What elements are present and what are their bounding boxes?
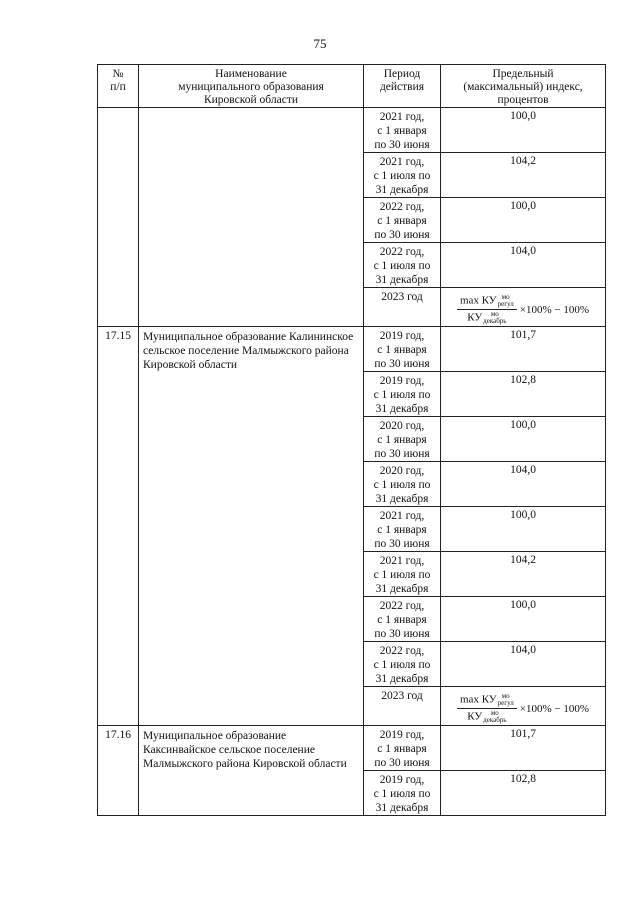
period-cell: 2023 год — [364, 687, 441, 726]
tariff-index-table — [97, 64, 606, 816]
period-cell: 2019 год, с 1 января по 30 июня — [364, 726, 441, 771]
index-cell: 100,0 — [441, 108, 606, 153]
period-cell: 2022 год, с 1 июля по 31 декабря — [364, 243, 441, 288]
period-cell: 2020 год, с 1 января по 30 июня — [364, 417, 441, 462]
period-cell: 2022 год, с 1 июля по 31 декабря — [364, 642, 441, 687]
row-number: 17.15 — [98, 327, 139, 726]
index-cell: 100,0 — [441, 597, 606, 642]
municipality-name: Муниципальное образование Калининское сельское поселение Малмыжского района Кировской области — [139, 327, 364, 726]
page-number: 75 — [313, 36, 327, 51]
period-cell: 2019 год, с 1 января по 30 июня — [364, 327, 441, 372]
index-cell: 102,8 — [441, 771, 606, 816]
formula-numerator: max КУ мо регул — [457, 693, 517, 709]
formula-fraction — [457, 294, 517, 325]
formula-tail: ×100% − 100% — [519, 702, 589, 715]
index-cell: 100,0 — [441, 507, 606, 552]
header-period: Период действия — [364, 65, 441, 108]
formula-fraction — [457, 693, 517, 724]
formula-numerator: max КУ мо регул — [457, 294, 517, 310]
formula-tail: ×100% − 100% — [519, 303, 589, 316]
period-cell: 2020 год, с 1 июля по 31 декабря — [364, 462, 441, 507]
formula-denominator: КУ мо декабрь — [467, 709, 507, 724]
index-cell: 104,0 — [441, 462, 606, 507]
table-row — [98, 726, 606, 771]
period-cell: 2019 год, с 1 июля по 31 декабря — [364, 372, 441, 417]
table-row — [98, 327, 606, 372]
municipality-name — [139, 108, 364, 327]
index-formula — [441, 294, 605, 325]
index-cell: 102,8 — [441, 372, 606, 417]
index-cell — [441, 687, 606, 726]
period-cell: 2021 год, с 1 января по 30 июня — [364, 108, 441, 153]
municipality-name: Муниципальное образование Каксинвайское сельское поселение Малмыжского района Кировской области — [139, 726, 364, 816]
index-cell — [441, 288, 606, 327]
period-cell: 2019 год, с 1 июля по 31 декабря — [364, 771, 441, 816]
header-index: Предельный (максимальный) индекс, процентов — [441, 65, 606, 108]
period-cell: 2021 год, с 1 июля по 31 декабря — [364, 153, 441, 198]
index-cell: 100,0 — [441, 417, 606, 462]
table-header-row — [98, 65, 606, 108]
row-number: 17.16 — [98, 726, 139, 816]
formula-denominator: КУ мо декабрь — [467, 310, 507, 325]
index-cell: 100,0 — [441, 198, 606, 243]
index-formula — [441, 693, 605, 724]
period-cell: 2021 год, с 1 июля по 31 декабря — [364, 552, 441, 597]
row-number — [98, 108, 139, 327]
header-number: № п/п — [98, 65, 139, 108]
index-cell: 101,7 — [441, 327, 606, 372]
index-cell: 101,7 — [441, 726, 606, 771]
period-cell: 2022 год, с 1 января по 30 июня — [364, 198, 441, 243]
index-cell: 104,0 — [441, 243, 606, 288]
period-cell: 2023 год — [364, 288, 441, 327]
period-cell: 2021 год, с 1 января по 30 июня — [364, 507, 441, 552]
index-cell: 104,2 — [441, 153, 606, 198]
period-cell: 2022 год, с 1 января по 30 июня — [364, 597, 441, 642]
table-body — [98, 108, 606, 816]
header-name: Наименование муниципального образования Кировской области — [139, 65, 364, 108]
index-cell: 104,0 — [441, 642, 606, 687]
index-cell: 104,2 — [441, 552, 606, 597]
table-row — [98, 108, 606, 153]
